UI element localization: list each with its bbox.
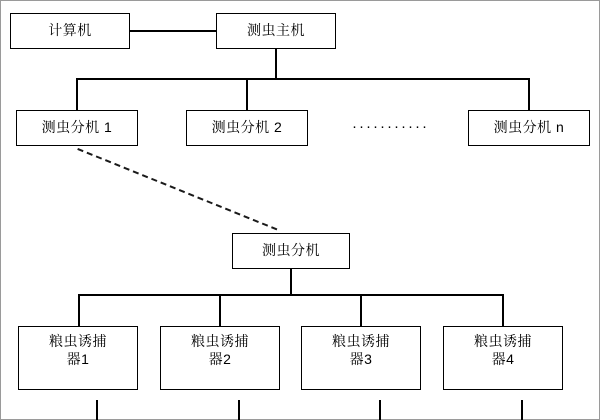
connector-bottom-stub-4 xyxy=(521,400,523,420)
node-trap-3-label-line2: 器3 xyxy=(349,350,373,367)
connector-drop-trap2 xyxy=(219,294,221,326)
connector-bottom-stub-2 xyxy=(238,400,240,420)
node-trap-1-label-line1: 粮虫诱捕 xyxy=(49,333,107,349)
connector-slave-bus xyxy=(76,78,528,80)
node-slave-2-label: 测虫分机 2 xyxy=(211,119,283,136)
connector-drop-trap3 xyxy=(360,294,362,326)
node-slave-n-label: 测虫分机 n xyxy=(493,119,565,136)
connector-drop-trap1 xyxy=(78,294,80,326)
node-slave-1 xyxy=(16,110,138,146)
node-slave-2 xyxy=(186,110,308,146)
ellipsis-label: ··········· xyxy=(352,118,429,135)
connector-bottom-stub-3 xyxy=(379,400,381,420)
connector-detail-stem xyxy=(290,269,292,295)
connector-computer-host xyxy=(130,30,216,32)
node-slave-1-label: 测虫分机 1 xyxy=(41,119,113,136)
node-trap-2-label-line1: 粮虫诱捕 xyxy=(191,333,249,349)
node-computer xyxy=(10,13,130,49)
node-slave-detail xyxy=(232,233,350,269)
node-trap-3-label-line1: 粮虫诱捕 xyxy=(332,333,390,349)
connector-drop-slave-n xyxy=(528,78,530,110)
node-trap-1 xyxy=(18,326,138,390)
node-trap-2 xyxy=(160,326,280,390)
node-slave-detail-label: 测虫分机 xyxy=(262,242,320,259)
node-computer-label: 计算机 xyxy=(48,22,92,39)
connector-bottom-stub-1 xyxy=(96,400,98,420)
connector-trap-bus xyxy=(78,294,502,296)
connector-drop-trap4 xyxy=(502,294,504,326)
node-trap-4 xyxy=(443,326,563,390)
node-trap-3 xyxy=(301,326,421,390)
node-trap-1-label-line2: 器1 xyxy=(66,350,90,367)
connector-drop-slave2 xyxy=(246,78,248,110)
node-host xyxy=(216,13,336,49)
node-trap-4-label-line1: 粮虫诱捕 xyxy=(474,333,532,349)
connector-drop-slave1 xyxy=(76,78,78,110)
connector-host-stem xyxy=(275,49,277,79)
node-trap-2-label-line2: 器2 xyxy=(208,350,232,367)
node-trap-4-label-line2: 器4 xyxy=(491,350,515,367)
node-slave-n xyxy=(468,110,590,146)
node-host-label: 测虫主机 xyxy=(247,22,305,39)
